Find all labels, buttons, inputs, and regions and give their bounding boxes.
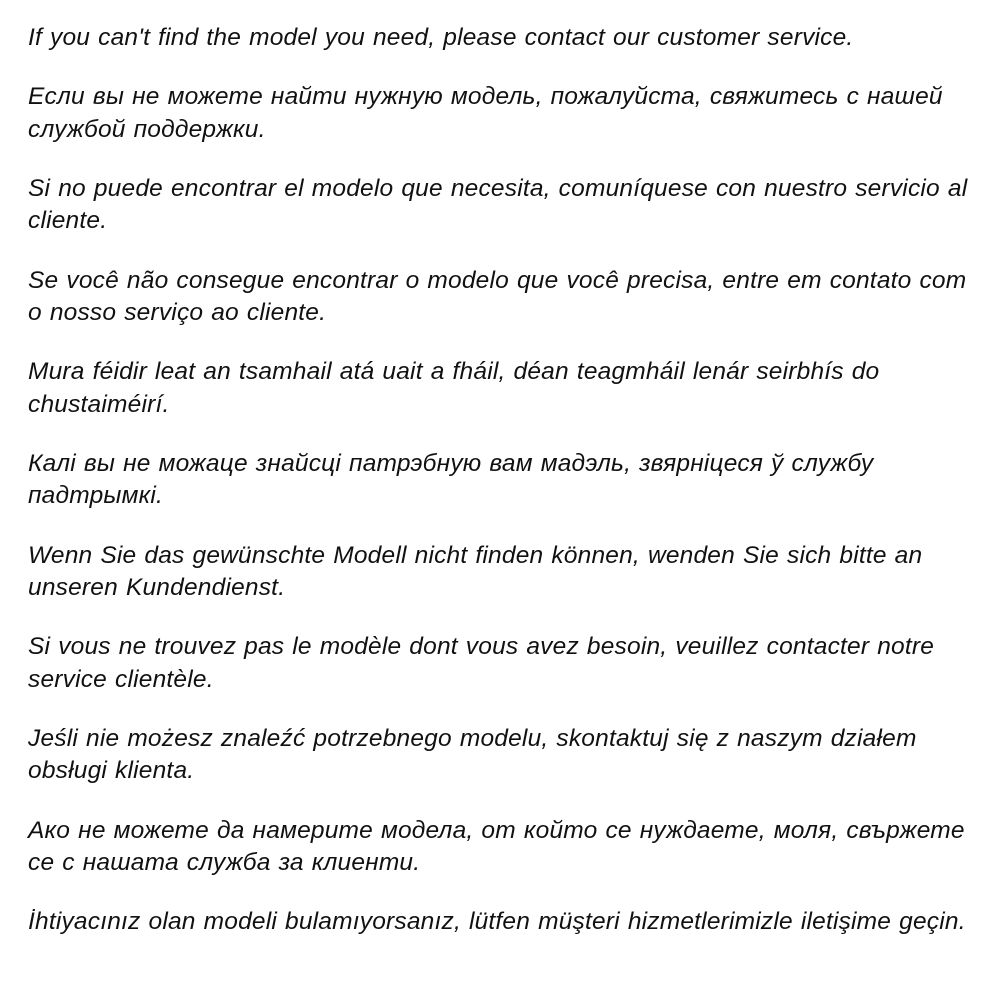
paragraph-english: If you can't find the model you need, please contact our customer service. — [28, 24, 854, 51]
paragraph-german: Wenn Sie das gewünschte Modell nicht finden können, wenden Sie sich bitte an unseren Kundendienst. — [28, 541, 923, 601]
paragraph-bulgarian: Ако не можете да намерите модела, от който се нуждаете, моля, свържете се с нашата служба за клиенти. — [28, 816, 965, 876]
paragraph-spanish: Si no puede encontrar el modelo que necesita, comuníquese con nuestro servicio al cliente. — [28, 174, 968, 235]
paragraph-portuguese: Se você não consegue encontrar o modelo que você precisa, entre em contato com o nosso serviço ao cliente. — [28, 266, 967, 326]
paragraph-irish: Mura féidir leat an tsamhail atá uait a fháil, déan teagmháil lenár seirbhís do chustaiméirí. — [28, 358, 880, 418]
paragraph-french: Si vous ne trouvez pas le modèle dont vous avez besoin, veuillez contacter notre service clientèle. — [28, 633, 935, 693]
paragraph-turkish: İhtiyacınız olan modeli bulamıyorsanız, lütfen müşteri hizmetlerimizle iletişime geçin. — [28, 908, 966, 936]
paragraph-russian: Если вы не можете найти нужную модель, пожалуйста, свяжитесь с нашей службой поддержки. — [28, 83, 943, 143]
paragraph-polish: Jeśli nie możesz znaleźć potrzebnego modelu, skontaktuj się z naszym działem obsługi klienta. — [28, 724, 917, 785]
paragraph-belarusian: Калі вы не можаце знайсці патрэбную вам мадэль, звярніцеся ў службу падтрымкі. — [28, 449, 874, 510]
